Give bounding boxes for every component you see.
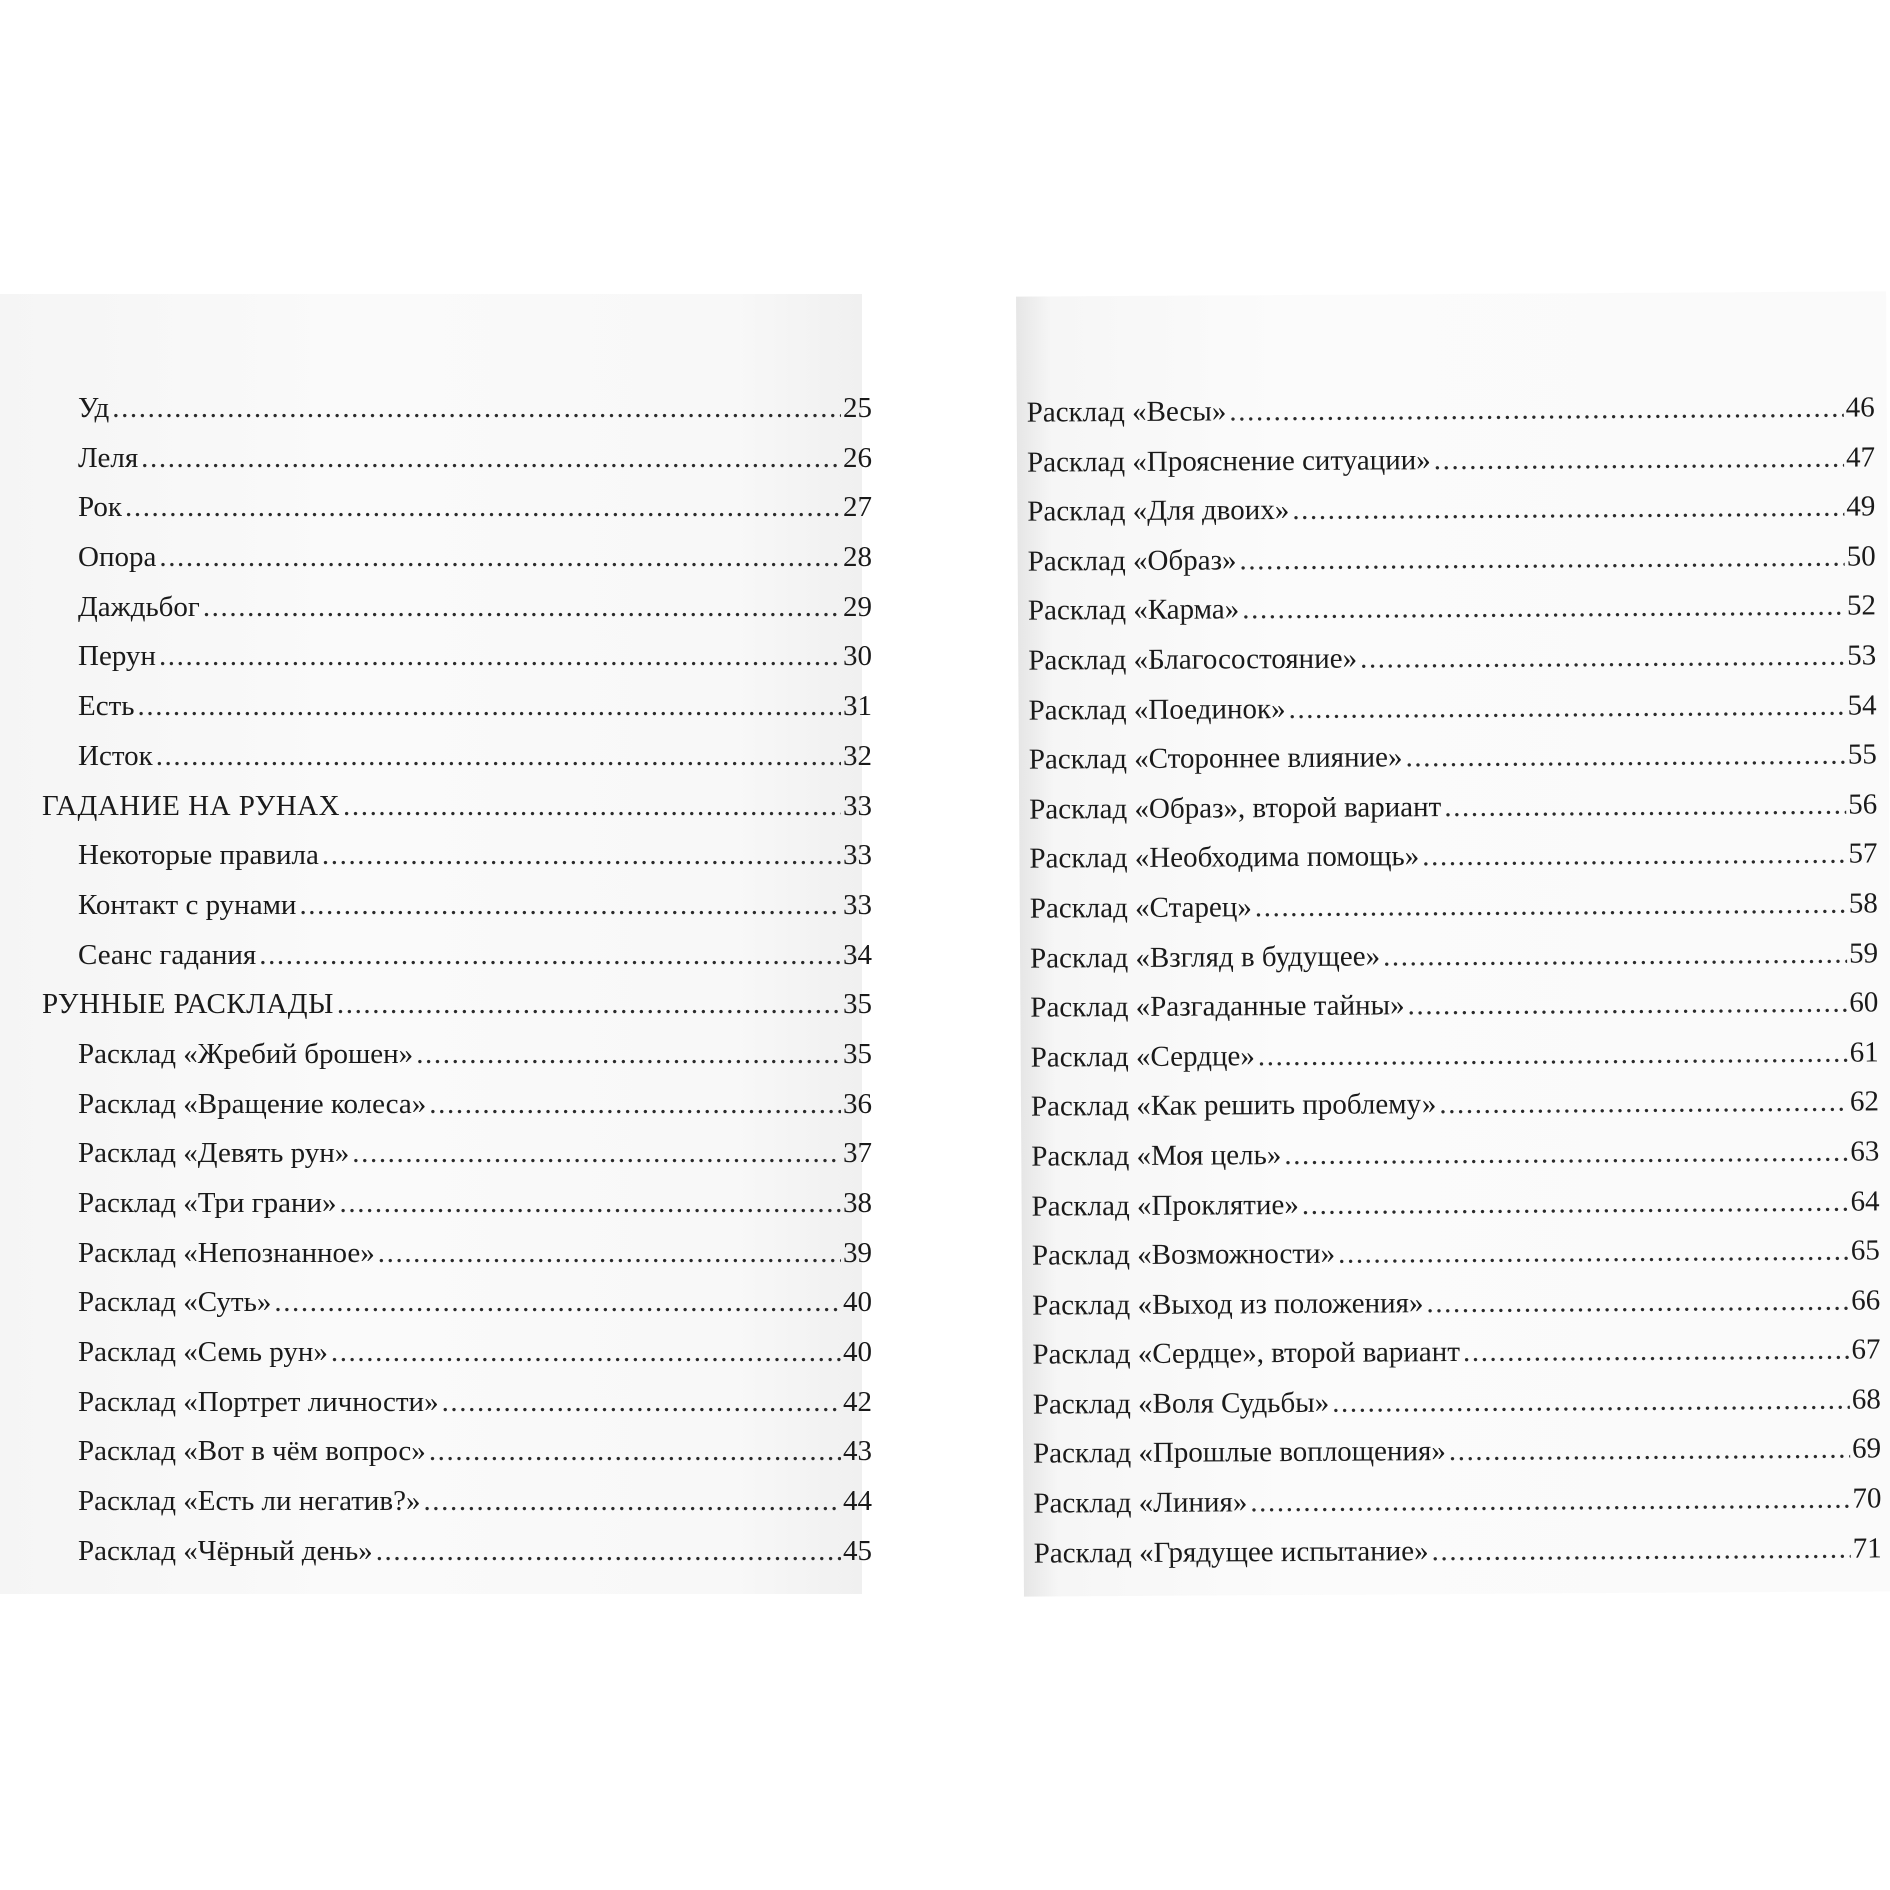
toc-entry-page: 33 [843, 839, 872, 872]
toc-entry [42, 1485, 872, 1535]
toc-dot-leader [343, 790, 841, 823]
toc-dot-leader [259, 939, 841, 972]
toc-entry-title: Расклад «Девять рун» [78, 1137, 350, 1170]
toc-entry-page: 35 [843, 1037, 872, 1070]
toc-entry-page: 28 [843, 541, 872, 574]
toc-entry [42, 1336, 872, 1386]
toc-dot-leader [1250, 1483, 1850, 1520]
toc-entry-page: 33 [843, 789, 872, 822]
toc-entry-page: 50 [1846, 540, 1876, 573]
toc-entry-title: Расклад «Чёрный день» [78, 1534, 373, 1567]
toc-entry-page: 55 [1847, 738, 1877, 771]
toc-entry-title: Расклад «Образ» [1027, 544, 1237, 578]
toc-entry [1030, 887, 1878, 942]
toc-entry [1033, 1383, 1881, 1438]
toc-entry [1027, 391, 1875, 446]
toc-entry-title: Рок [78, 491, 122, 524]
toc-entry-page: 27 [843, 491, 872, 524]
toc-entry [42, 640, 872, 690]
toc-entry [42, 1535, 872, 1585]
toc-entry [1029, 739, 1877, 794]
toc-entry-title: Контакт с рунами [78, 888, 297, 921]
toc-entry [42, 839, 872, 889]
toc-entry [1030, 937, 1878, 992]
toc-dot-leader [376, 1535, 841, 1568]
toc-entry-page: 44 [843, 1485, 872, 1518]
toc-entry-page: 40 [843, 1286, 872, 1319]
toc-entry-title: Расклад «Прояснение ситуации» [1026, 443, 1431, 479]
toc-entry-page: 45 [843, 1534, 872, 1567]
toc-entry-title: Расклад «Взгляд в будущее» [1029, 939, 1381, 975]
toc-dot-leader [429, 1088, 841, 1121]
toc-entry-page: 33 [843, 888, 872, 921]
toc-dot-leader [1239, 540, 1844, 577]
toc-entry-title: Уд [78, 392, 110, 424]
toc-entry-page: 32 [843, 739, 872, 772]
toc-entry-page: 25 [843, 392, 872, 424]
toc-entry [42, 1137, 872, 1187]
toc-dot-leader [423, 1485, 841, 1518]
toc-entry-title: Расклад «Как решить проблему» [1030, 1088, 1437, 1123]
toc-entry [1032, 1235, 1880, 1290]
toc-entry-title: Даждьбог [78, 590, 200, 623]
toc-dot-leader [1444, 788, 1846, 823]
toc-entry-page: 65 [1850, 1234, 1880, 1267]
toc-entry-title: Расклад «Суть» [78, 1286, 272, 1319]
toc-dot-leader [1302, 1185, 1849, 1221]
toc-entry-page: 59 [1848, 936, 1879, 970]
toc-entry-page: 70 [1852, 1482, 1882, 1515]
toc-entry-title: Расклад «Три грани» [78, 1187, 337, 1219]
toc-dot-leader [1383, 937, 1847, 973]
toc-entry-title: Расклад «Для двоих» [1027, 494, 1290, 528]
toc-entry [42, 541, 872, 591]
toc-entry-title: Расклад «Образ», второй вариант [1029, 790, 1442, 826]
toc-dot-leader [203, 591, 841, 624]
toc-entry-title: Расклад «Семь рун» [78, 1336, 328, 1369]
toc-entry-page: 39 [843, 1236, 872, 1269]
toc-entry-page: 52 [1846, 589, 1877, 622]
toc-section-heading [42, 988, 872, 1038]
toc-entry-page: 31 [843, 690, 872, 723]
toc-entry [1028, 590, 1876, 645]
toc-entry [42, 1038, 872, 1088]
toc-entry [1028, 689, 1876, 744]
toc-dot-leader [1463, 1334, 1850, 1369]
toc-entry-title: Сеанс гадания [78, 938, 257, 971]
left-page [0, 294, 872, 1594]
toc-entry [42, 392, 872, 442]
toc-entry-title: Расклад «Грядущее испытание» [1033, 1534, 1429, 1570]
toc-dot-leader [159, 541, 841, 574]
toc-entry-page: 40 [843, 1336, 872, 1369]
toc-entry [1031, 1036, 1879, 1091]
toc-entry-page: 56 [1848, 788, 1878, 821]
toc-entry-page: 30 [843, 640, 872, 673]
toc-entry-title: Расклад «Необходима помощь» [1029, 840, 1420, 875]
toc-list-right [1027, 391, 1882, 1586]
toc-entry-page: 37 [843, 1137, 872, 1170]
toc-dot-leader [1360, 640, 1845, 676]
toc-dot-leader [352, 1137, 841, 1170]
toc-dot-leader [274, 1286, 841, 1319]
toc-entry [42, 1435, 872, 1485]
toc-entry-title: Расклад «Карма» [1027, 593, 1240, 627]
toc-entry-page: 43 [843, 1435, 872, 1468]
toc-entry [42, 1088, 872, 1138]
toc-entry-title: Исток [78, 739, 153, 772]
toc-entry-page: 57 [1848, 837, 1878, 870]
toc-entry-page: 53 [1847, 639, 1877, 672]
toc-dot-leader [429, 1435, 841, 1468]
toc-dot-leader [156, 740, 841, 773]
toc-entry [42, 442, 872, 492]
toc-dot-leader [141, 442, 841, 475]
toc-dot-leader [1242, 590, 1845, 627]
toc-entry-page: 67 [1851, 1333, 1881, 1366]
toc-entry-title: Расклад «Вот в чём вопрос» [78, 1435, 426, 1468]
toc-entry-title: Расклад «Весы» [1026, 395, 1227, 429]
toc-entry-page: 63 [1850, 1135, 1880, 1168]
toc-entry-title: Расклад «Выход из положения» [1032, 1286, 1424, 1322]
toc-entry-title: Расклад «Моя цель» [1031, 1138, 1282, 1173]
toc-entry [1032, 1284, 1880, 1339]
toc-entry-title: РУННЫЕ РАСКЛАДЫ [42, 988, 334, 1021]
toc-entry [42, 740, 872, 790]
toc-dot-leader [1332, 1383, 1850, 1419]
toc-entry-page: 49 [1846, 490, 1876, 523]
toc-entry [42, 1237, 872, 1287]
toc-entry [42, 591, 872, 641]
toc-dot-leader [1284, 1136, 1848, 1172]
toc-dot-leader [1338, 1235, 1849, 1271]
toc-entry-title: Расклад «Прошлые воплощения» [1033, 1435, 1446, 1471]
toc-entry-page: 46 [1845, 391, 1875, 424]
toc-entry-title: Некоторые правила [78, 839, 319, 872]
toc-dot-leader [416, 1038, 841, 1071]
toc-entry [42, 889, 872, 939]
right-page [1016, 291, 1890, 1596]
toc-entry-title: Расклад «Стороннее влияние» [1028, 741, 1403, 776]
toc-dot-leader [322, 839, 841, 872]
toc-entry [42, 939, 872, 989]
toc-entry [1028, 639, 1876, 694]
toc-entry-page: 58 [1848, 887, 1878, 920]
toc-dot-leader [1439, 1086, 1848, 1121]
toc-entry-title: Расклад «Вращение колеса» [78, 1087, 427, 1120]
toc-entry-page: 71 [1852, 1532, 1882, 1565]
toc-entry-title: Расклад «Проклятие» [1031, 1188, 1299, 1223]
toc-entry-page: 42 [843, 1385, 872, 1418]
toc-dot-leader [1258, 1036, 1848, 1073]
toc-entry-title: ГАДАНИЕ НА РУНАХ [42, 789, 341, 822]
toc-entry [1032, 1334, 1880, 1389]
toc-dot-leader [125, 491, 841, 524]
toc-dot-leader [331, 1336, 841, 1369]
toc-dot-leader [138, 690, 842, 723]
toc-dot-leader [112, 392, 841, 425]
toc-entry-page: 35 [843, 988, 872, 1021]
toc-dot-leader [1255, 888, 1847, 925]
toc-dot-leader [378, 1237, 841, 1270]
toc-entry-title: Расклад «Есть ли негатив?» [78, 1485, 421, 1518]
toc-entry-title: Опора [78, 541, 157, 574]
toc-entry-page: 36 [843, 1087, 872, 1120]
toc-entry-title: Расклад «Сердце» [1030, 1039, 1255, 1074]
toc-dot-leader [159, 640, 841, 673]
toc-entry [1031, 1185, 1879, 1240]
toc-entry [1034, 1532, 1882, 1587]
toc-entry [1031, 1086, 1879, 1141]
toc-dot-leader [1431, 1532, 1850, 1568]
toc-entry-page: 26 [843, 441, 872, 474]
toc-section-heading [42, 790, 872, 840]
toc-dot-leader [1288, 689, 1845, 725]
toc-entry [1031, 1135, 1879, 1190]
toc-entry-page: 61 [1849, 1036, 1879, 1069]
toc-dot-leader [1408, 987, 1848, 1023]
toc-entry [42, 690, 872, 740]
toc-dot-leader [1434, 441, 1844, 477]
toc-entry-page: 68 [1851, 1383, 1881, 1416]
toc-entry-page: 60 [1849, 986, 1879, 1019]
toc-dot-leader [1405, 739, 1846, 775]
toc-entry [42, 1187, 872, 1237]
toc-dot-leader [337, 988, 841, 1021]
toc-entry-title: Расклад «Жребий брошен» [78, 1037, 414, 1070]
toc-entry-title: Перун [78, 640, 156, 673]
toc-dot-leader [340, 1187, 842, 1220]
toc-entry [42, 491, 872, 541]
toc-entry-page: 47 [1845, 441, 1876, 474]
toc-entry [1033, 1482, 1881, 1537]
toc-entry-title: Расклад «Разгаданные тайны» [1030, 989, 1405, 1024]
toc-dot-leader [1422, 838, 1846, 874]
toc-entry-page: 64 [1850, 1184, 1880, 1218]
toc-list-left [42, 392, 872, 1585]
toc-entry-page: 38 [843, 1187, 872, 1219]
toc-entry-page: 66 [1851, 1284, 1881, 1317]
toc-entry-title: Расклад «Воля Судьбы» [1032, 1386, 1330, 1421]
toc-dot-leader [442, 1386, 841, 1419]
toc-entry [1028, 540, 1876, 595]
toc-entry [1027, 441, 1875, 496]
toc-entry [1027, 491, 1875, 546]
toc-entry [1029, 788, 1877, 843]
toc-entry-title: Расклад «Портрет личности» [78, 1385, 439, 1418]
toc-entry-title: Леля [78, 441, 139, 474]
toc-dot-leader [299, 889, 841, 922]
toc-entry-title: Расклад «Благосостояние» [1028, 642, 1358, 677]
toc-entry-page: 34 [843, 938, 872, 971]
toc-dot-leader [1229, 392, 1844, 429]
toc-entry-title: Есть [78, 690, 135, 723]
toc-entry [42, 1386, 872, 1436]
toc-entry [42, 1286, 872, 1336]
toc-entry-page: 54 [1847, 688, 1877, 722]
toc-entry-title: Расклад «Старец» [1029, 891, 1252, 925]
toc-entry-page: 29 [843, 590, 872, 623]
toc-entry [1033, 1433, 1881, 1488]
toc-entry-page: 62 [1849, 1085, 1880, 1118]
toc-dot-leader [1426, 1284, 1849, 1320]
toc-entry-title: Расклад «Возможности» [1031, 1237, 1336, 1272]
toc-dot-leader [1292, 491, 1844, 527]
toc-entry [1030, 987, 1878, 1042]
toc-entry-title: Расклад «Поединок» [1028, 692, 1286, 727]
toc-entry-title: Расклад «Сердце», второй вариант [1032, 1336, 1461, 1371]
toc-entry [1029, 838, 1877, 893]
toc-entry-page: 69 [1851, 1432, 1882, 1466]
toc-entry-title: Расклад «Непознанное» [78, 1236, 375, 1269]
toc-dot-leader [1449, 1433, 1850, 1468]
toc-entry-title: Расклад «Линия» [1033, 1486, 1248, 1520]
